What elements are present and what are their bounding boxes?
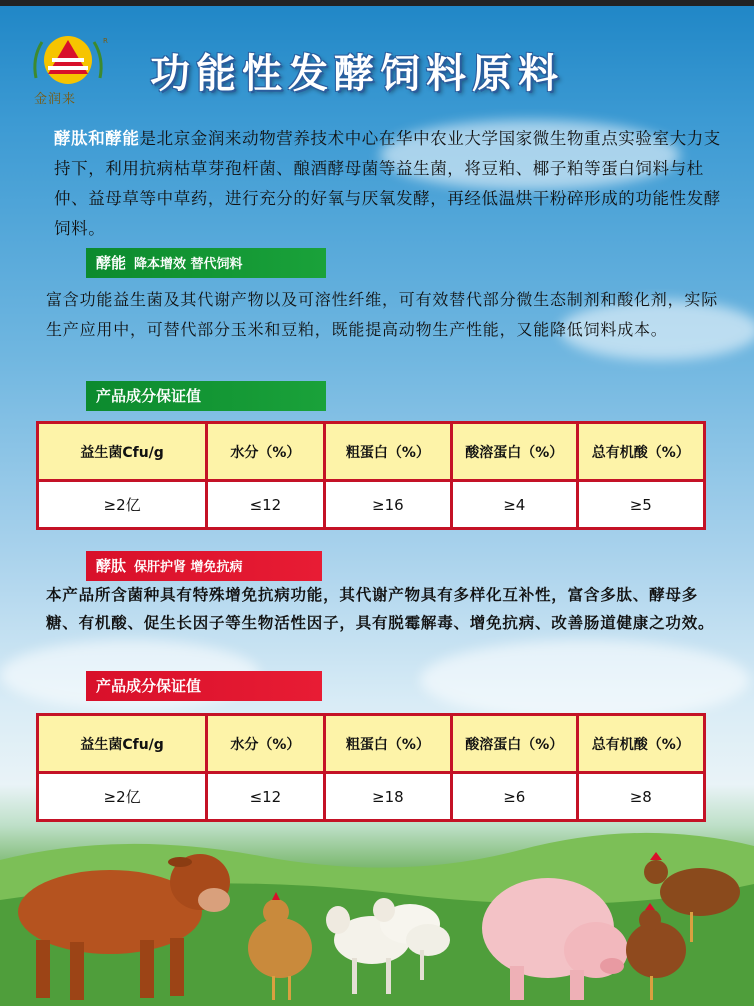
table-value-cell: ≥18 <box>324 773 451 821</box>
animals-illustration <box>0 820 754 1006</box>
top-edge-bar <box>0 0 754 6</box>
table-header-cell: 粗蛋白（%） <box>324 423 451 481</box>
table-value-row <box>38 481 705 529</box>
table-value-cell: ≥8 <box>577 773 704 821</box>
logo-name: 金润来 <box>34 92 77 107</box>
section2-tag-sub: 保肝护肾 增免抗病 <box>134 560 243 575</box>
section1-tag-sub: 降本增效 替代饲料 <box>134 257 243 272</box>
section1-tag <box>86 248 326 278</box>
table-value-cell: ≥6 <box>452 773 577 821</box>
section2-tag-name: 酵肽 <box>96 557 127 575</box>
registered-mark: R <box>103 37 108 45</box>
table-header-cell: 酸溶蛋白（%） <box>452 715 577 773</box>
table-header-cell: 酸溶蛋白（%） <box>452 423 577 481</box>
table-value-row <box>38 773 705 821</box>
table-header-row <box>38 715 705 773</box>
table-value-cell: ≥5 <box>577 481 704 529</box>
section2-tag <box>86 551 322 581</box>
table-value-cell: ≤12 <box>207 773 325 821</box>
table-value-cell: ≥16 <box>324 481 451 529</box>
table-value-cell: ≥4 <box>452 481 577 529</box>
intro-highlight: 酵肽和酵能 <box>54 129 140 148</box>
section1-tag-name: 酵能 <box>96 254 127 272</box>
table-header-cell: 益生菌Cfu/g <box>38 423 207 481</box>
section1-spec-table <box>36 421 706 530</box>
cloud <box>420 640 750 720</box>
table-value-cell: ≥2亿 <box>38 773 207 821</box>
table-value-cell: ≥2亿 <box>38 481 207 529</box>
section1-paragraph: 富含功能益生菌及其代谢产物以及可溶性纤维，可有效替代部分微生态制剂和酸化剂，实际生产应用中，可替代部分玉米和豆粕，既能提高动物生产性能，又能降低饲料成本。 <box>46 290 719 339</box>
page-title: 功能性发酵饲料原料 <box>150 51 564 97</box>
section1-guarantee-label: 产品成分保证值 <box>86 381 326 411</box>
table-header-row <box>38 423 705 481</box>
intro-text: 是北京金润来动物营养技术中心在华中农业大学国家微生物重点实验室大力支持下，利用抗病枯草芽孢杆菌、酿酒酵母菌等益生菌，将豆粕、椰子粕等蛋白饲料与杜仲、益母草等中草药，进行充分的好氧与厌氧发酵，再经低温烘干粉碎形成的功能性发酵饲料。 <box>54 129 721 238</box>
table-header-cell: 总有机酸（%） <box>577 715 704 773</box>
farm-animals-scene <box>0 820 754 1006</box>
table-header-cell: 总有机酸（%） <box>577 423 704 481</box>
intro-paragraph <box>54 124 724 244</box>
table-value-cell: ≤12 <box>207 481 325 529</box>
logo-triangle-icon <box>28 30 108 94</box>
section2-spec-table <box>36 713 706 822</box>
section2-paragraph: 本产品所含菌种具有特殊增免抗病功能，其代谢产物具有多样化互补性，富含多肽、酵母多糖、有机酸、促生长因子等生物活性因子，具有脱霉解毒、增免抗病、改善肠道健康之功效。 <box>46 586 715 632</box>
section2-guarantee-label: 产品成分保证值 <box>86 671 322 701</box>
table-header-cell: 水分（%） <box>207 715 325 773</box>
table-header-cell: 水分（%） <box>207 423 325 481</box>
table-header-cell: 粗蛋白（%） <box>324 715 451 773</box>
table-header-cell: 益生菌Cfu/g <box>38 715 207 773</box>
